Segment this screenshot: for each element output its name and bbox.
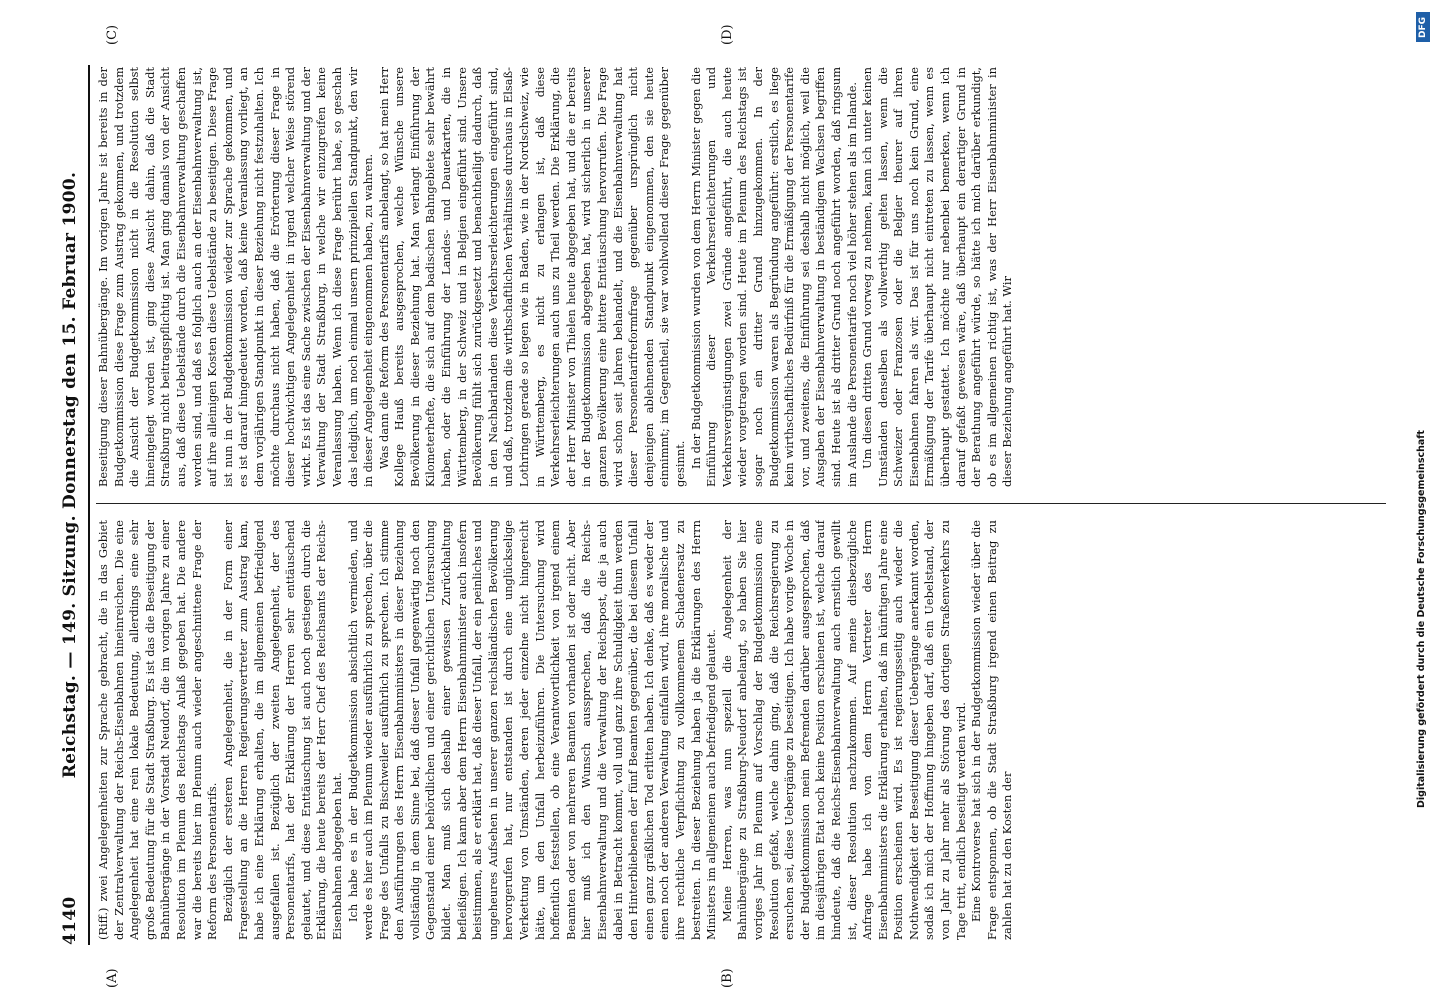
digitization-credit xyxy=(1416,12,1430,812)
paragraph: Eine Kontroverse hat sich in der Budgetkommission wieder über die Frage entsponnen, ob die Stadt Straßburg irgend einen Beitrag zu zahlen hat zu den Kosten der xyxy=(969,520,1015,940)
paragraph: Ich habe es in der Budgetkommission absichtlich vermieden, und werde es hier auch im Plenum wieder ausführlich zu sprechen, über die Frage des Unfalls zu Bischweiler ausführlich zu sprechen. Ich stimme den Ausführungen des Herrn Eisenbahnministers in dieser Beziehung vollständig in dem Sinne bei, daß dieser Unfall gegenwärtig noch den Gegenstand einer behördlichen und einer gerichtlichen Untersuchung bildet. Man muß sich deshalb einer gewissen Zurückhaltung befleißigen. Ich kann aber dem Herrn Eisenbahnminister auch insofern beistimmen, als er erklärt hat, daß dieser Unfall, der ein peinliches und ungeheures Aufsehen in unserer ganzen reichsländischen Bevölkerung hervorgerufen hat, nur entstanden ist durch eine unglückselige Verkettung von Umständen, deren jeder einzelne nicht hingereicht hätte, um den Unfall herbeizuführen. Die Untersuchung wird hoffentlich feststellen, ob eine Verantwortlichkeit von irgend einem Beamten oder von mehreren Beamten vorhanden ist oder nicht. Aber hier muß ich den Wunsch aussprechen, daß die Reichs-Eisenbahnverwaltung und die Verwaltung der Reichspost, die ja auch dabei in Betracht kommt, voll und ganz ihre Schuldigkeit thun werden den Hinterbliebenen der fünf Beamten gegenüber, die bei diesem Unfall einen ganz gräßlichen Tod erlitten haben. Ich denke, daß es weder der einen noch der anderen Verwaltung einfallen wird, ihre moralische und ihre rechtliche Verpflichtung zu vollkommenem Schadenersatz zu bestreiten. In dieser Beziehung haben ja die Erklärungen des Herrn Ministers im allgemeinen auch befriedigend gelautet. xyxy=(345,520,719,940)
text-column-right xyxy=(96,67,1386,487)
column-divider xyxy=(96,503,1386,504)
running-title: Reichstag. — 149. Sitzung. Donnerstag den 15. Februar 1900. xyxy=(60,171,80,779)
paragraph: In der Budgetkommission wurden von dem Herrn Minister gegen die Einführung dieser Verkehrserleichterungen und Verkehrsvergünstigungen zwei Gründe angeführt, die auch heute wieder vorgetragen worden sind. Heute im Plenum des Reichstags ist sogar noch ein dritter Grund hinzugekommen. In der Budgetkommission waren als Begründung angeführt: erstlich, es liege kein wirthschaftliches Bedürfniß für die Ermäßigung der Personentarife vor, und zweitens, die Einführung sei deshalb nicht möglich, weil die Ausgaben der Eisenbahnverwaltung in beständigem Wachsen begriffen sind. Heute ist als dritter Grund noch angeführt worden, daß ringsum im Auslande die Personentarife noch viel höher stehen als im Inlande. xyxy=(688,67,859,487)
header-rule xyxy=(88,65,90,945)
margin-marker-a: (A) xyxy=(105,968,120,988)
paragraph: Beseitigung dieser Bahnübergänge. Im vorigen Jahre ist bereits in der Budgetkommission diese Frage zum Austrag gekommen, und trotzdem die Ansicht der Budgetkommission nicht in die Resolution selbst hineingelegt worden ist, ging diese Ansicht dahin, daß die Stadt Straßburg nicht beitragspflichtig ist. Man ging damals von der Ansicht aus, daß diese Uebelstände durch die Eisenbahnverwaltung geschaffen worden sind, und daß es folglich auch an der Eisenbahnverwaltung ist, auf ihre alleinigen Kosten diese Uebelstände zu beseitigen. Diese Frage ist nun in der Budgetkommission wieder zur Sprache gekommen, und es ist darauf hingedeutet worden, daß keine Veranlassung vorliegt, an dem vorjährigen Standpunkt in dieser Beziehung nicht festzuhalten. Ich möchte durchaus nicht haben, daß die Erörterung dieser Frage in dieser hochwichtigen Angelegenheit in irgend welcher Weise störend wirkt. Es ist das eine Sache zwischen der Eisenbahnverwaltung und der Verwaltung der Stadt Straßburg, in welche wir einzugreifen keine Veranlassung haben. Wenn ich diese Frage berührt habe, so geschah das lediglich, um noch einmal unsern prinzipiellen Standpunkt, den wir in dieser Angelegenheit eingenommen haben, zu wahren. xyxy=(96,67,376,487)
page-header xyxy=(55,65,85,945)
page-number: 4140 xyxy=(60,896,80,945)
credit-text: Digitalisierung gefördert durch die Deutsche Forschungsgemeinschaft xyxy=(1416,430,1427,808)
margin-marker-d: (D) xyxy=(720,24,735,45)
paragraph: Was dann die Reform des Personentarifs anbelangt, so hat mein Herr Kollege Hauß bereits ausgesprochen, welche Wünsche unsere Bevölkerung in dieser Beziehung hat. Man verlangt Einführung der Kilometerhefte, die sich auf dem badischen Bahngebiete sehr bewährt haben, oder die Einführung der Landes- und Dauerkarten, die in Württemberg, in der Schweiz und in Belgien eingeführt sind. Unsere Bevölkerung fühlt sich zurückgesetzt und benachtheiligt dadurch, daß in den Nachbarlanden diese Verkehrserleichterungen eingeführt sind, und daß, trotzdem die wirthschaftlichen Verhältnisse durchaus in Elsaß-Lothringen gerade so liegen wie in Baden, wie in der Nordschweiz, wie in Württemberg, es nicht zu erlangen ist, daß diese Verkehrserleichterungen auch uns zu Theil werden. Die Erklärung, die der Herr Minister von Thielen heute abgegeben hat, und die er bereits in der Budgetkommission abgegeben hat, wird sicherlich in unserer ganzen Bevölkerung eine bittere Enttäuschung hervorrufen. Die Frage wird schon seit Jahren behandelt, und die Eisenbahnverwaltung hat dieser Personentarifreformfrage gegenüber ursprünglich nicht denjenigen ablehnenden Standpunkt eingenommen, den sie heute einnimmt; im Gegentheil, sie war wohlwollend dieser Frage gegenüber gesinnt. xyxy=(376,67,687,487)
dfg-logo: DFG xyxy=(1416,12,1430,42)
margin-marker-b: (B) xyxy=(720,968,735,988)
margin-marker-c: (C) xyxy=(105,24,120,45)
paragraph: Bezüglich der ersteren Angelegenheit, die in der Form einer Fragestellung an die Herren Regierungsvertreter zum Austrag kam, habe ich eine Erklärung erhalten, die im allgemeinen befriedigend ausgefallen ist. Bezüglich der zweiten Angelegenheit, der des Personentarifs, hat der Erklärung der Herren sehr enttäuschend gelautet, und diese Enttäuschung ist auch noch gestiegen durch die Erklärung, die heute bereits der Herr Chef des Reichsamts der Reichs-Eisenbahnen abgegeben hat. xyxy=(220,520,344,940)
text-column-left xyxy=(96,520,1386,940)
paragraph: (Riff.) zwei Angelegenheiten zur Sprache gebracht, die in das Gebiet der Zentralverwaltung der Reichs-Eisenbahnen hineinreichen. Die eine Angelegenheit hat eine rein lokale Bedeutung, allerdings eine sehr große Bedeutung für die Stadt Straßburg. Es ist das die Beseitigung der Bahnübergänge in der Vorstadt Neudorf, die im vorigen Jahre zu einer Resolution im Plenum des Reichstags Anlaß gegeben hat. Die andere war die bereits hier im Plenum auch wieder angeschnittene Frage der Reform des Personentarifs. xyxy=(96,520,220,940)
paragraph: Um diesen dritten Grund vorweg zu nehmen, kann ich unter keinen Umständen denselben als vollwerthig gelten lassen, wenn die Schweizer oder Franzosen oder die Belgier theurer auf ihren Eisenbahnen fahren als wir. Das ist für uns noch kein Grund, eine Ermäßigung der Tarife überhaupt nicht eintreten zu lassen, wenn es überhaupt gestattet. Ich möchte nur nebenbei bemerken, wenn ich darauf gefaßt gewesen wäre, daß überhaupt ein derartiger Grund in der Berathung angeführt würde, so hätte ich mich darüber erkundigt, ob es im allgemeinen richtig ist, was der Herr Eisenbahnminister in dieser Beziehung angeführt hat. Wir xyxy=(860,67,1015,487)
paragraph: Meine Herren, was nun speziell die Angelegenheit der Bahnübergänge zu Straßburg-Neudorf anbelangt, so haben Sie hier voriges Jahr im Plenum auf Vorschlag der Budgetkommission eine Resolution gefaßt, welche dahin ging, daß die Reichsregierung zu ersuchen sei, diese Uebergänge zu beseitigen. Ich habe vorige Woche in der Budgetkommission mein Befremden darüber ausgesprochen, daß im diesjährigen Etat noch keine Position erschienen ist, welche darauf hindeute, daß die Reichs-Eisenbahnverwaltung auch ernstlich gewillt ist, dieser Resolution nachzukommen. Auf meine diesbezügliche Anfrage habe ich von dem Herrn Vertreter des Herrn Eisenbahnministers die Erklärung erhalten, daß im künftigen Jahre eine Position erscheinen wird. Es ist regierungsseitig auch wieder die Nothwendigkeit der Beseitigung dieser Uebergänge anerkannt worden, sodaß ich mich der Hoffnung hingeben darf, daß ein Uebelstand, der von Jahr zu Jahr mehr als Störung des dortigen Straßenverkehrs zu Tage tritt, endlich beseitigt werden wird. xyxy=(719,520,968,940)
